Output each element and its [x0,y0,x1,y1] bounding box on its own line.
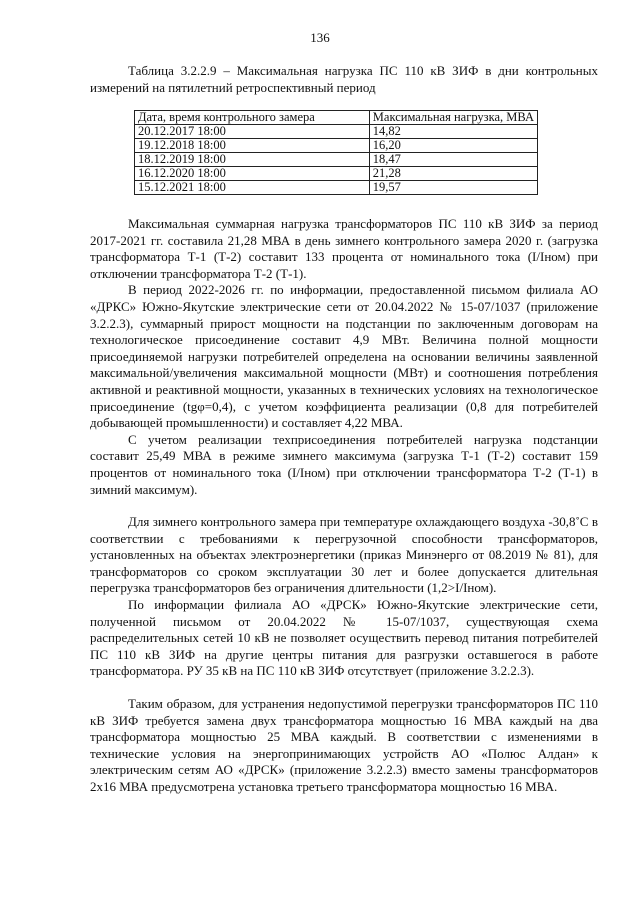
paragraph-conclusion: Таким образом, для устранения недопустимой перегрузки трансформаторов ПС 110 кВ ЗИФ требуется замена двух трансформатора мощностью 16 МВА каждый на два трансформатора мощностью 25 МВА каждый. В соответствии с изменениями в технические условия на энергопринимающих устройств АО «Полюс Алдан» к электрическим сетям АО «ДРСК» (приложение 3.2.2.3) вместо замены трансформаторов 2х16 МВА предусмотрена установка третьего трансформатора мощностью 16 МВА. [90,696,598,794]
table-row [135,153,538,167]
paragraph-overload-conditions: Для зимнего контрольного замера при температуре охлаждающего воздуха -30,8˚С в соответствии с требованиями к перегрузочной способности трансформаторов, установленных на объектах электроэнергетики (приказ Минэнерго от 08.2019 № 81), для трансформаторов со сроком эксплуатации 30 лет и более допускается длительная перегрузка трансформаторов без ограничения длительности (1,2>I/Iном). [90,514,598,596]
table-row [135,181,538,195]
cell-date: 20.12.2017 18:00 [135,125,370,139]
page-number: 136 [310,30,330,45]
cell-load: 16,20 [369,139,537,153]
cell-date: 16.12.2020 18:00 [135,167,370,181]
cell-date: 18.12.2019 18:00 [135,153,370,167]
cell-date: 19.12.2018 18:00 [135,139,370,153]
column-header-load: Максимальная нагрузка, МВА [369,111,537,125]
table-row [135,167,538,181]
body-text [90,216,598,796]
cell-load: 19,57 [369,181,537,195]
paragraph-distribution-network: По информации филиала АО «ДРСК» Южно-Якутские электрические сети, полученной письмом от 20.04.2022 № 15-07/1037, существующая схема распределительных сетей 10 кВ не позволяет осуществить перевод питания потребителей ПС 110 кВ ЗИФ на другие центры питания для разгрузки оставшегося в работе трансформатора. РУ 35 кВ на ПС 110 кВ ЗИФ отсутствует (приложение 3.2.2.3). [90,597,598,679]
cell-load: 14,82 [369,125,537,139]
cell-load: 18,47 [369,153,537,167]
cell-load: 21,28 [369,167,537,181]
table-row [135,139,538,153]
table-header-row [135,111,538,125]
load-table [134,110,538,195]
table-row [135,125,538,139]
paragraph-max-load: Максимальная суммарная нагрузка трансформаторов ПС 110 кВ ЗИФ за период 2017-2021 гг. составила 21,28 МВА в день зимнего контрольного замера 2020 г. (загрузка трансформатора Т-1 (Т-2) составит 133 процента от номинального тока (I/Iном) при отключении трансформатора Т-2 (Т-1). [90,216,598,281]
paragraph-projected-load: С учетом реализации техприсоединения потребителей нагрузка подстанции составит 25,49 МВА в режиме зимнего максимума (загрузка Т-1 (Т-2) составит 159 процентов от номинального тока (I/Iном) при отключении трансформатора Т-2 (Т-1) в зимний максимум). [90,431,598,497]
table-caption: Таблица 3.2.2.9 – Максимальная нагрузка ПС 110 кВ ЗИФ в дни контрольных измерений на пятилетний ретроспективный период [90,63,598,95]
paragraph-connection-growth: В период 2022-2026 гг. по информации, предоставленной письмом филиала АО «ДРКС» Южно-Якутские электрические сети от 20.04.2022 № 15-07/1037 (приложение 3.2.2.3), суммарный прирост мощности на подстанции по заключенным договорам на технологическое присоединение составит 4,9 МВт. Величина полной мощности присоединяемой нагрузки потребителей определена на основании величины заявленной максимальной/увеличения максимальной мощности (МВт) и соотношения потребления активной и реактивной мощности, указанных в технических условиях на технологическое присоединение (tgφ=0,4), с учетом коэффициента реализации (0,8 для потребителей добывающей промышленности) и составляет 4,22 МВА. [90,282,598,431]
column-header-date: Дата, время контрольного замера [135,111,370,125]
cell-date: 15.12.2021 18:00 [135,181,370,195]
